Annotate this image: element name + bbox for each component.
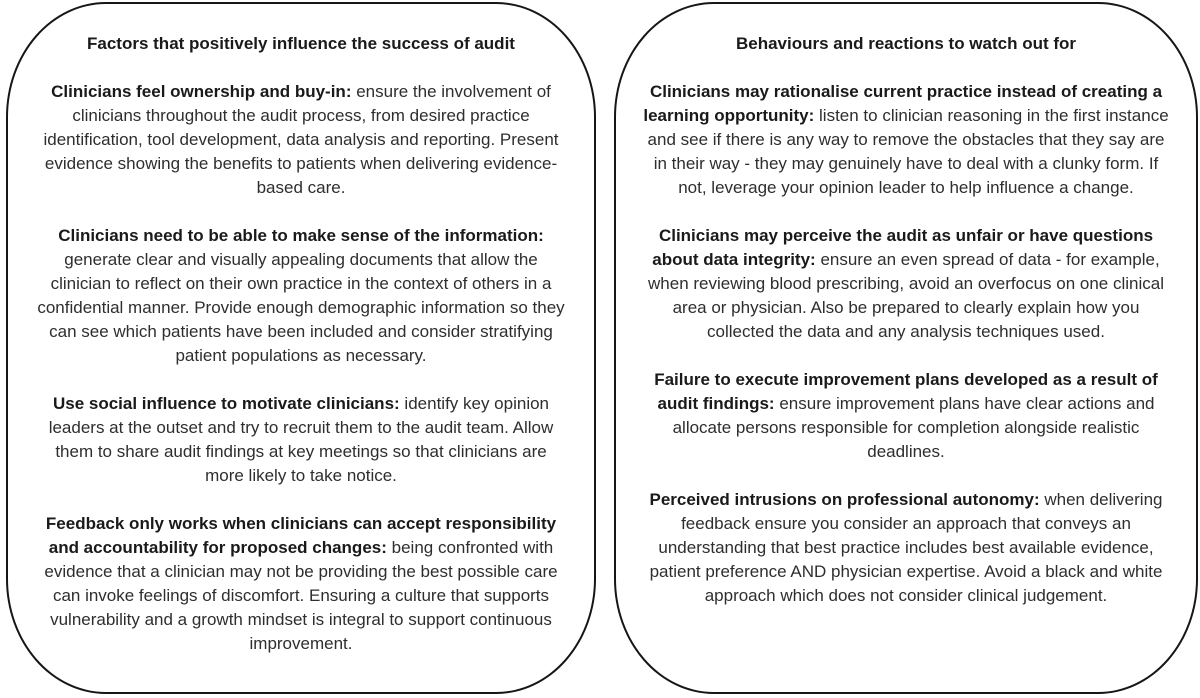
panel-title: Factors that positively influence the success of audit <box>87 34 515 53</box>
behaviour-item <box>642 488 1170 608</box>
factor-item-body: being confronted with evidence that a clinician may not be providing the best possible care can invoke feelings of discomfort. Ensuring a culture that supports vulnerability and a growth mindset is integral to support continuous improvement. <box>44 538 558 653</box>
factor-item-lead: Feedback only works when clinicians can accept responsibility and accountability for proposed changes: <box>45 514 557 557</box>
behaviour-item-lead: Perceived intrusions on professional autonomy: <box>649 490 1040 509</box>
factor-item <box>34 224 568 368</box>
factor-item <box>34 512 568 656</box>
factor-item-body: ensure the involvement of clinicians throughout the audit process, from desired practice identification, tool development, data analysis and reporting. Present evidence showing the benefits to patients when delivering evidence-based care. <box>43 82 559 197</box>
behaviour-item <box>642 80 1170 200</box>
factor-item <box>34 392 568 488</box>
behaviour-item <box>642 368 1170 464</box>
factor-item-body: generate clear and visually appealing documents that allow the clinician to reflect on their own practice in the context of others in a confidential manner. Provide enough demographic information so they can see which patients have been included and consider stratifying patient populations as necessary. <box>37 250 565 365</box>
behaviour-item-lead: Failure to execute improvement plans developed as a result of audit findings: <box>654 370 1158 413</box>
behaviour-item-lead: Clinicians may perceive the audit as unfair or have questions about data integrity: <box>652 226 1154 269</box>
behaviour-item-body: ensure improvement plans have clear actions and allocate persons responsible for completion alongside realistic deadlines. <box>672 394 1155 461</box>
factor-item <box>34 80 568 200</box>
behaviour-item <box>642 224 1170 344</box>
factor-item-lead: Use social influence to motivate clinicians: <box>52 394 400 413</box>
behaviour-item-lead: Clinicians may rationalise current practice instead of creating a learning opportunity: <box>643 82 1163 125</box>
panel-behaviours-watch-out <box>614 2 1198 694</box>
behaviour-item-body: when delivering feedback ensure you consider an approach that conveys an understanding that best practice includes best available evidence, patient preference AND physician expertise. Avoid a black and white approach which does not consider clinical judgement. <box>649 490 1163 605</box>
behaviour-item-body: listen to clinician reasoning in the first instance and see if there is any way to remove the obstacles that they say are in their way - they may genuinely have to deal with a clunky form. If not, leverage your opinion leader to help influence a change. <box>647 106 1169 197</box>
behaviour-item-body: ensure an even spread of data - for example, when reviewing blood prescribing, avoid an overfocus on one clinical area or physician. Also be prepared to clearly explain how you collected the data and any analysis techniques used. <box>648 250 1164 341</box>
factor-item-lead: Clinicians need to be able to make sense of the information: <box>58 226 544 245</box>
factor-item-body: identify key opinion leaders at the outset and try to recruit them to the audit team. Allow them to share audit findings at key meetings so that clinicians are more likely to take notice. <box>48 394 554 485</box>
panel-title: Behaviours and reactions to watch out for <box>735 34 1077 53</box>
panel-positive-factors <box>6 2 596 694</box>
factor-item-lead: Clinicians feel ownership and buy-in: <box>51 82 352 101</box>
